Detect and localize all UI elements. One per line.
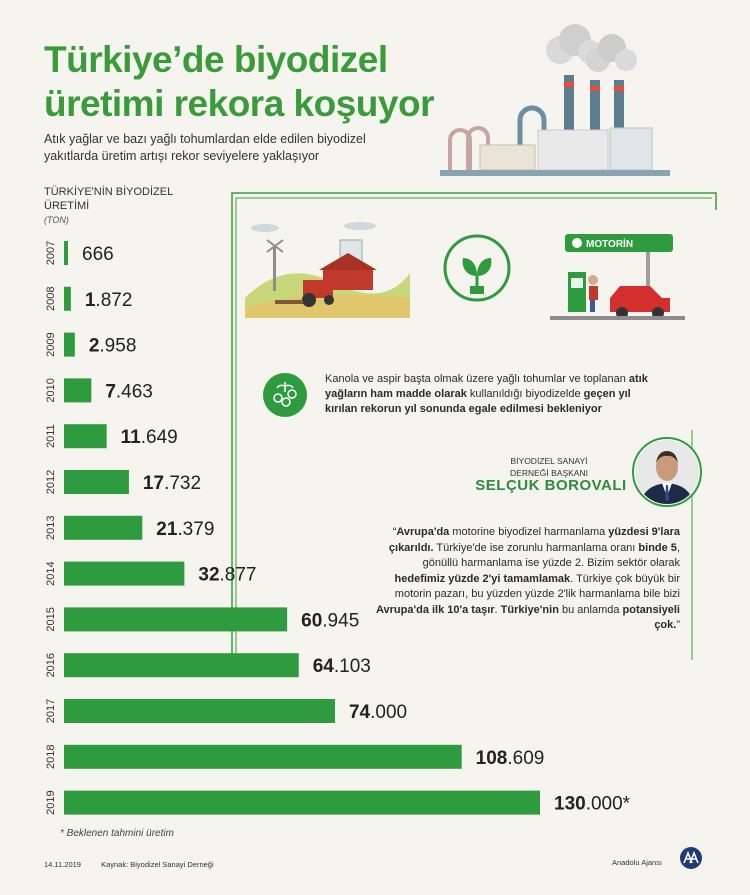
production-bar-chart (0, 225, 660, 825)
bar-2007 (64, 241, 68, 265)
value-label-2016: 64.103 (312, 656, 371, 678)
year-label-2007: 2007 (45, 240, 57, 266)
value-label-2010: 7.463 (105, 381, 153, 403)
bar-2013 (64, 516, 142, 540)
y-axis-title: TÜRKİYE'NİN BİYODİZEL ÜRETİMİ (44, 186, 173, 212)
bar-2010 (64, 378, 91, 402)
value-label-2012: 17.732 (142, 473, 202, 494)
value-label-2011: 11.649 (120, 427, 178, 449)
value-label-2008: 1.872 (84, 289, 133, 311)
bar-2009 (64, 333, 75, 357)
year-label-2011: 2011 (45, 424, 57, 449)
bar-2011 (64, 424, 107, 448)
bar-2018 (64, 745, 462, 769)
value-label-2017: 74.000 (348, 702, 408, 723)
y-axis-label (44, 185, 194, 227)
year-label-2009: 2009 (45, 332, 57, 357)
footer-credit: Anadolu Ajansı (612, 858, 663, 867)
year-label-2010: 2010 (45, 378, 57, 403)
year-label-2008: 2008 (45, 286, 57, 312)
bar-2016 (64, 653, 299, 677)
factory-illustration (440, 20, 670, 180)
page-title: Türkiye’de biyodizel üretimi rekora koşuyor (44, 39, 434, 124)
bar-2012 (64, 470, 129, 494)
year-label-2018: 2018 (45, 744, 57, 770)
value-label-2015: 60.945 (301, 610, 360, 632)
agency-logo-icon (679, 846, 703, 870)
value-label-2007: 666 (82, 244, 114, 265)
value-label-2019: 130.000* (554, 793, 631, 815)
speaker-quote: “Avrupa'da motorine biyodizel harmanlama yüzdesi 9'lara çıkarıldı. Türkiye'de ise zorunlu harmanlama oranı binde 5, gönüllü harmanlama ise yüzde 2. Bizim sektör olarak hedefimiz yüzde 2'yi tamamlamak. Türkiye çok büyük bir motorin pazarı, bu yüzden yüzde 2'lik harmanlama bile bizi Avrupa'da ilk 10'a taşır. Türkiye'nin bu anlamda potansiyeli çok.” (376, 526, 680, 631)
station-sign: MOTORİN (586, 239, 634, 250)
year-label-2016: 2016 (45, 652, 57, 678)
speaker-name: SELÇUK BOROVALI (475, 477, 627, 494)
footer-date: 14.11.2019 (44, 860, 81, 869)
callout-text: Kanola ve aspir başta olmak üzere yağlı tohumlar ve toplanan atık yağların ham madde olarak kullanıldığı biyodizelde geçen yıl kırılan rekorun yıl sonunda egale edilmesi bekleniyor (325, 373, 648, 415)
year-label-2019: 2019 (45, 790, 57, 815)
year-label-2013: 2013 (45, 515, 57, 541)
bar-2019 (64, 791, 540, 815)
bar-2015 (64, 607, 287, 631)
value-label-2009: 2.958 (88, 335, 137, 357)
footnote: * Beklenen tahmini üretim (60, 828, 174, 839)
bar-2008 (64, 287, 71, 311)
bar-2017 (64, 699, 335, 723)
y-axis-unit: (TON) (44, 215, 69, 225)
value-label-2014: 32.877 (198, 564, 257, 586)
speaker-title: BİYODİZEL SANAYİ DERNEĞİ BAŞKANI (510, 456, 588, 478)
year-label-2014: 2014 (45, 561, 57, 586)
year-label-2015: 2015 (45, 607, 57, 632)
year-label-2012: 2012 (45, 469, 57, 495)
value-label-2018: 108.609 (475, 747, 545, 769)
footer (44, 860, 232, 869)
year-label-2017: 2017 (45, 698, 57, 724)
value-label-2013: 21.379 (156, 518, 215, 540)
subtitle: Atık yağlar ve bazı yağlı tohumlardan elde edilen biyodizel yakıtlarda üretim artışı rekor seviyelere yaklaşıyor (44, 132, 366, 163)
bar-2014 (64, 562, 184, 586)
footer-source: Kaynak: Biyodizel Sanayi Derneği (101, 860, 214, 869)
